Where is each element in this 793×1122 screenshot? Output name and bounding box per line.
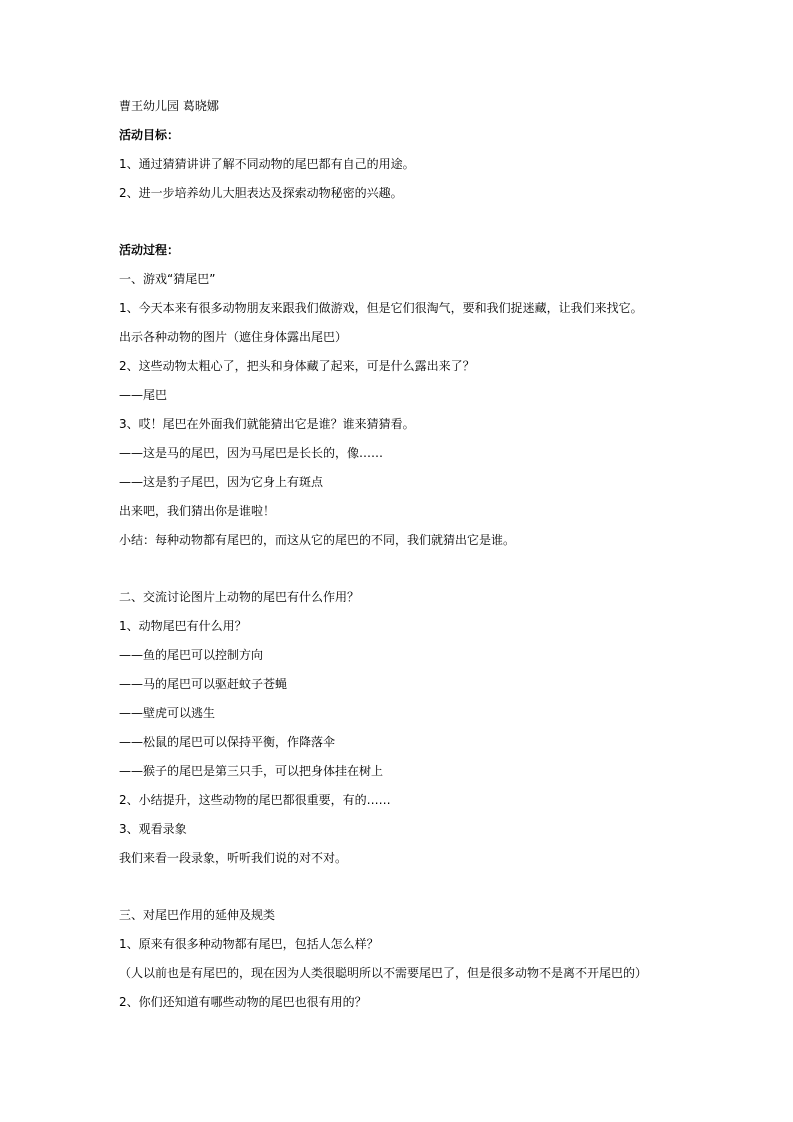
paragraph: 1、原来有很多种动物都有尾巴，包括人怎么样？	[119, 937, 379, 951]
paragraph: 小结：每种动物都有尾巴的，而这从它的尾巴的不同，我们就猜出它是谁。	[119, 533, 516, 547]
goal-item: 1、通过猜猜讲讲了解不同动物的尾巴都有自己的用途。	[119, 157, 415, 171]
goal-item: 2、进一步培养幼儿大胆表达及探索动物秘密的兴趣。	[119, 186, 403, 200]
paragraph: 1、动物尾巴有什么用？	[119, 619, 247, 633]
author-header: 曹王幼儿园 葛晓娜	[119, 99, 219, 113]
spacer	[119, 879, 759, 907]
goals-heading: 活动目标：	[119, 128, 180, 142]
paragraph: 2、这些动物太粗心了，把头和身体藏了起来，可是什么露出来了？	[119, 359, 475, 373]
paragraph: ——马的尾巴可以驱赶蚊子苍蝇	[119, 677, 288, 691]
paragraph: ——壁虎可以逃生	[119, 706, 216, 720]
paragraph: ——鱼的尾巴可以控制方向	[119, 648, 264, 662]
paragraph: ——尾巴	[119, 388, 168, 402]
paragraph: 3、观看录象	[119, 822, 187, 836]
section-2-title: 二、交流讨论图片上动物的尾巴有什么作用？	[119, 590, 360, 604]
paragraph: 2、小结提升，这些动物的尾巴都很重要，有的……	[119, 793, 391, 807]
paragraph: ——这是马的尾巴，因为马尾巴是长长的，像……	[119, 446, 384, 460]
spacer	[119, 214, 759, 242]
document-page	[119, 98, 759, 1023]
paragraph: ——猴子的尾巴是第三只手，可以把身体挂在树上	[119, 764, 384, 778]
paragraph: ——这是豹子尾巴，因为它身上有斑点	[119, 475, 324, 489]
paragraph: 3、哎！尾巴在外面我们就能猜出它是谁？谁来猜猜看。	[119, 417, 415, 431]
paragraph: 出来吧，我们猜出你是谁啦！	[119, 504, 276, 518]
spacer	[119, 561, 759, 589]
section-3-title: 三、对尾巴作用的延伸及规类	[119, 908, 276, 922]
paragraph: 1、今天本来有很多动物朋友来跟我们做游戏，但是它们很淘气，要和我们捉迷藏，让我们来找它。	[119, 301, 643, 315]
paragraph: 我们来看一段录象，听听我们说的对不对。	[119, 851, 348, 865]
paragraph: ——松鼠的尾巴可以保持平衡，作降落伞	[119, 735, 336, 749]
process-heading: 活动过程：	[119, 243, 180, 257]
paragraph: 2、你们还知道有哪些动物的尾巴也很有用的？	[119, 995, 367, 1009]
section-1-title: 一、游戏“猜尾巴”	[119, 272, 216, 286]
paragraph: （人以前也是有尾巴的，现在因为人类很聪明所以不需要尾巴了，但是很多动物不是离不开尾巴的）	[119, 966, 648, 980]
paragraph: 出示各种动物的图片（遮住身体露出尾巴）	[119, 330, 348, 344]
